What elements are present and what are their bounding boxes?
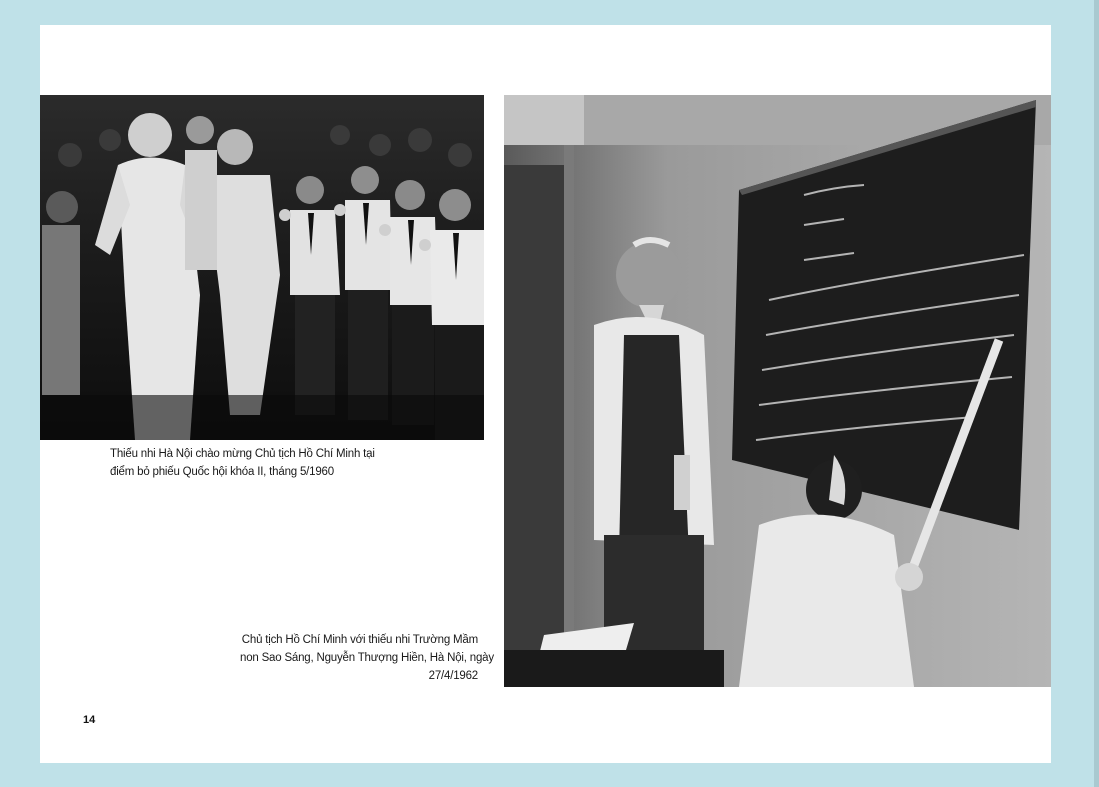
caption-right-line-3: 27/4/1962 (428, 670, 478, 682)
photo-blackboard-class-image (504, 95, 1051, 687)
photo-children-greeting (40, 95, 484, 440)
photo-children-greeting-image (40, 95, 484, 440)
caption-left-line-1: Thiếu nhi Hà Nội chào mừng Chủ tịch Hồ Chí Minh tại (110, 448, 375, 460)
page-number: 14 (83, 714, 96, 726)
caption-left-photo (110, 445, 410, 481)
caption-right-line-1: Chủ tịch Hồ Chí Minh với thiếu nhi Trường Mầm (241, 634, 478, 646)
photo-blackboard-class (504, 95, 1051, 687)
book-page (40, 25, 1051, 763)
caption-right-line-2: non Sao Sáng, Nguyễn Thượng Hiền, Hà Nội, ngày (240, 652, 494, 664)
caption-right-photo (240, 631, 494, 685)
caption-left-line-2: điểm bỏ phiếu Quốc hội khóa II, tháng 5/1960 (110, 466, 334, 478)
page-edge-shadow (1094, 0, 1099, 787)
